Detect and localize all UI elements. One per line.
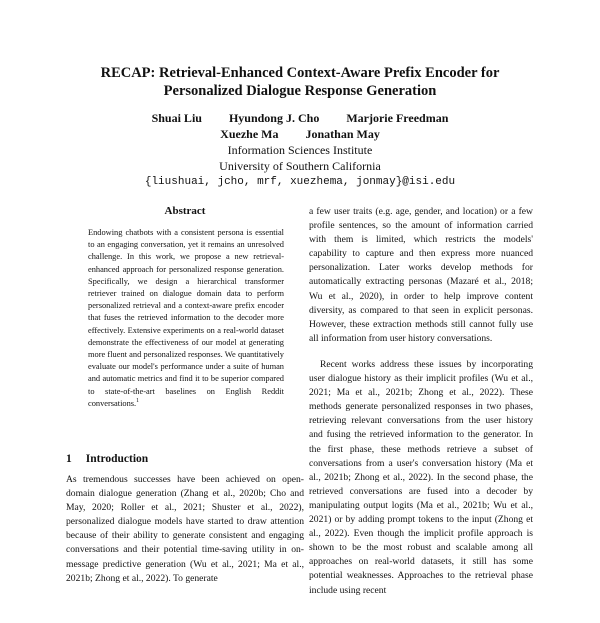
university: University of Southern California bbox=[219, 159, 381, 173]
section-number: 1 bbox=[66, 453, 72, 465]
title-line-2: Personalized Dialogue Response Generation bbox=[163, 83, 437, 99]
right-paragraph-1: a few user traits (e.g. age, gender, and location) or a few profile sentences, so the amount of information carried with them is limited, which restricts the models' capability to capture and then express more nuanced personalization. Later works develop methods for automatically extracting personas (Mazaré et al., 2018; Wu et al., 2020), in order to help improve content diversity, as compared to that seen in explicit personas. However, these extraction methods still cannot fully use all information from user history conversations. bbox=[309, 206, 533, 344]
left-column bbox=[66, 205, 304, 623]
author-name: Shuai Liu bbox=[151, 111, 202, 125]
introduction-text: As tremendous successes have been achieved on open-domain dialogue generation (Zhang et al., 2020b; Cho and May, 2020; Roller et al., 2021; Shuster et al., 2022), personalized dialogue models have started to draw attention because of their ability to generate consistent and engaging conversations and their potential time-saving utility in on-message predictive generation (Wu et al., 2021; Ma et al., 2021b; Zhong et al., 2022). To generate bbox=[66, 474, 304, 584]
title-line-1: RECAP: Retrieval-Enhanced Context-Aware Prefix Encoder for bbox=[100, 65, 500, 81]
author-row-1 bbox=[40, 110, 560, 126]
abstract-body: Endowing chatbots with a consistent persona is essential to an engaging conversation, yet it remains an unresolved challenge. In this work, we propose a new retrieval-enhanced approach for personalized response generation. Specifically, we design a hierarchical transformer retriever trained on dialogue domain data to perform personalized retrieval and a context-aware prefix encoder that fuses the retrieved information to the decoder more effectively. Extensive experiments on a real-world dataset demonstrate the effectiveness of our model at generating more fluent and personalized responses. We quantitatively evaluate our model's performance under a suite of human and automatic metrics and find it to be superior compared to state-of-the-art baselines on English Reddit conversations. bbox=[88, 228, 284, 408]
paper-title bbox=[40, 64, 560, 100]
author-block bbox=[40, 110, 560, 190]
author-row-2 bbox=[40, 126, 560, 142]
abstract-text bbox=[88, 227, 284, 441]
author-name: Xuezhe Ma bbox=[220, 127, 279, 141]
right-column bbox=[309, 205, 533, 598]
footnote-mark: 1 bbox=[136, 398, 140, 405]
institute: Information Sciences Institute bbox=[227, 143, 373, 157]
section-heading-introduction bbox=[66, 453, 304, 465]
author-name: Jonathan May bbox=[305, 127, 380, 141]
section-title: Introduction bbox=[85, 453, 149, 465]
author-emails: {liushuai, jcho, mrf, xuezhema, jonmay}@isi.edu bbox=[144, 176, 456, 188]
abstract-heading: Abstract bbox=[164, 205, 206, 217]
right-paragraph-2: Recent works address these issues by incorporating user dialogue history as their implicit profiles (Wu et al., 2021; Ma et al., 2021b; Zhong et al., 2022). These methods generate personalized responses in two phases, retrieving relevant conversations from the user history and fusing the retrieved information to the generator. In the first phase, these methods retrieve a subset of conversations from a user's conversation history (Ma et al., 2021b; Zhong et al., 2022). In the second phase, the retrieved conversations are fused into a decoder by manipulating output logits (Ma et al., 2021b; Wu et al., 2021) or by adding prompt tokens to the input (Zhong et al., 2022). Even though the implicit profile approach is shown to be the most robust and scalable among all approaches on real-world datasets, it still has some potential weaknesses. Approaches to the retrieval phase include using recent bbox=[309, 359, 533, 596]
author-name: Hyundong J. Cho bbox=[228, 111, 320, 125]
author-name: Marjorie Freedman bbox=[346, 111, 449, 125]
